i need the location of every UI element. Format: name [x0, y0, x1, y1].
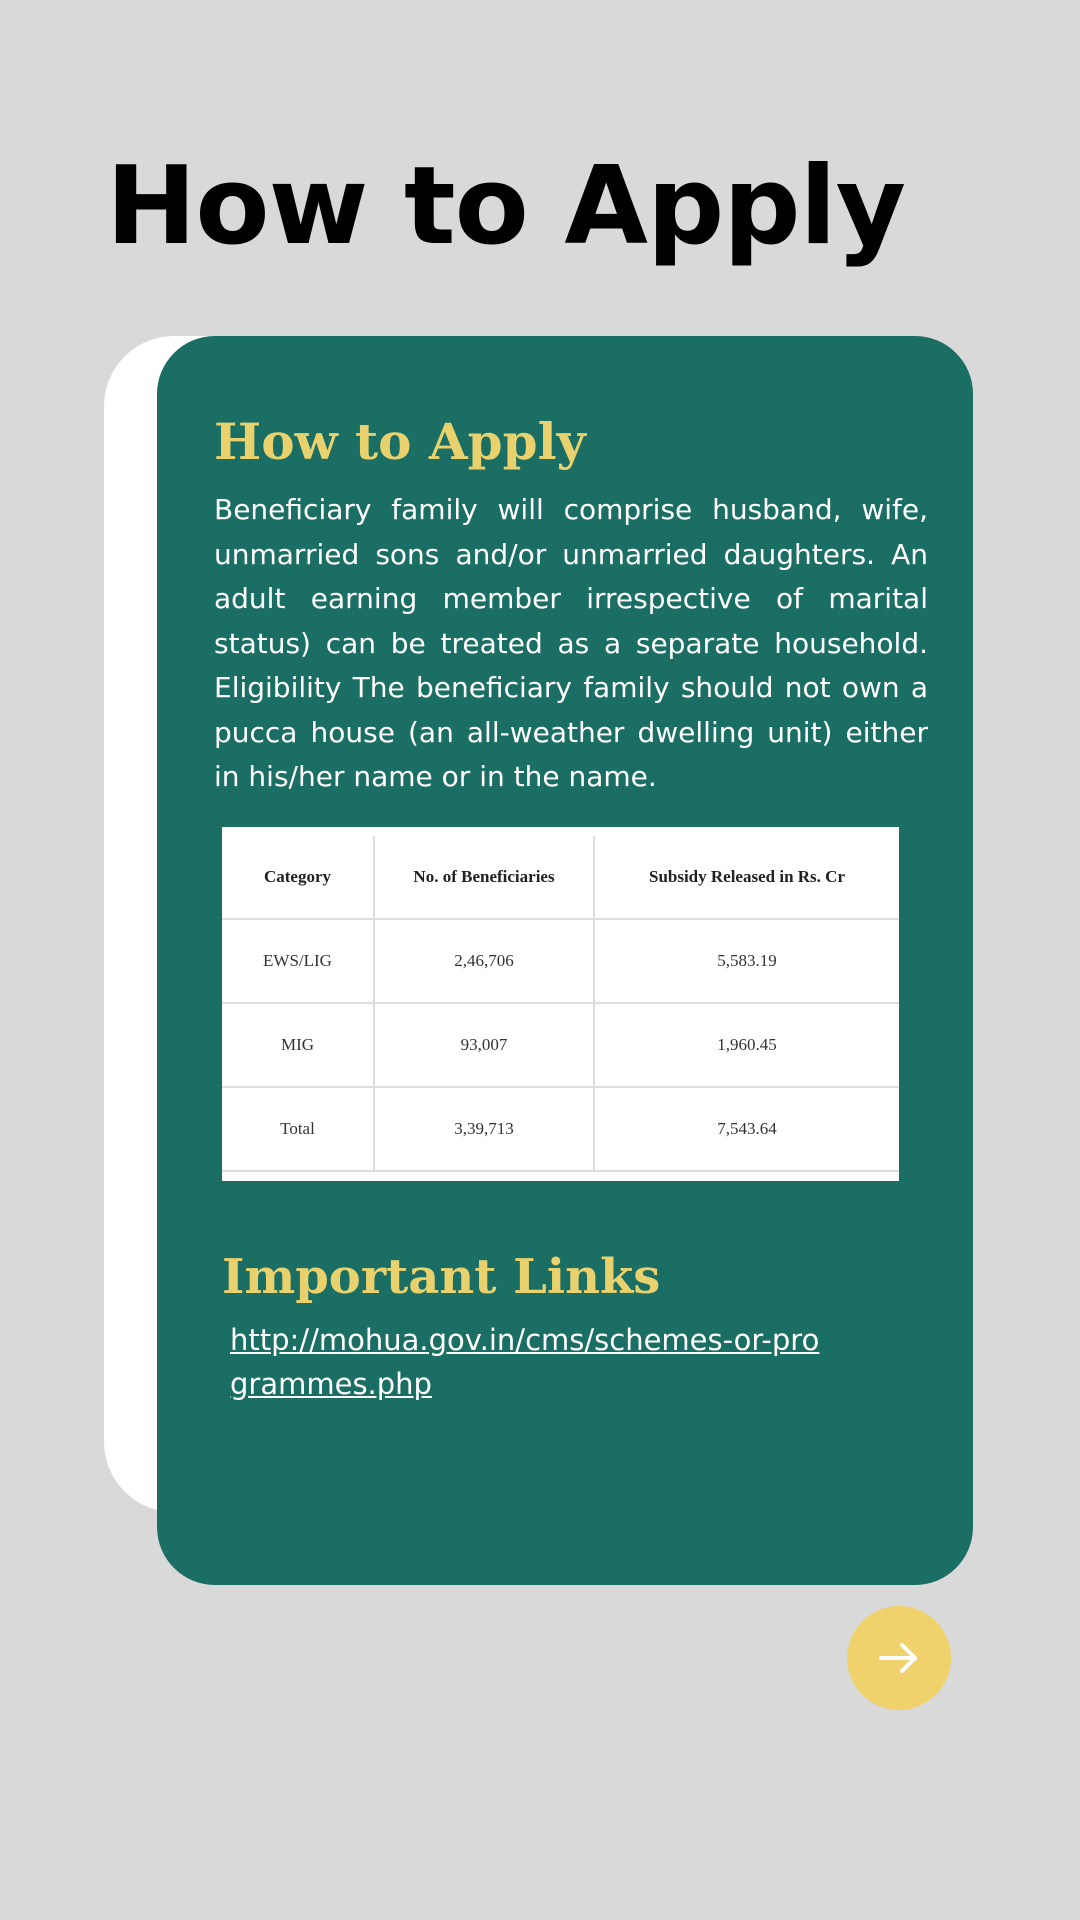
- card-description: Beneficiary family will comprise husband, wife, unmarried sons and/or unmarried daughters. An adult earning member irrespective of marital status) can be treated as a separate household. Eligibility The beneficiary family should not own a pucca house (an all-weather dwelling unit) either in his/her name or in the name.: [214, 493, 928, 793]
- page-title: How to Apply: [106, 144, 906, 269]
- table-row: [222, 1003, 899, 1087]
- table-header-beneficiaries: No. of Beneficiaries: [374, 836, 594, 919]
- table-cell-beneficiaries: 2,46,706: [374, 919, 594, 1003]
- table-cell-category: Total: [222, 1087, 374, 1171]
- table-row: [222, 1087, 899, 1171]
- card-heading: How to Apply: [214, 412, 586, 471]
- next-button[interactable]: [847, 1606, 951, 1710]
- table-cell-subsidy: 1,960.45: [594, 1003, 899, 1087]
- table-cell-category: MIG: [222, 1003, 374, 1087]
- table-cell-subsidy: 5,583.19: [594, 919, 899, 1003]
- table-header-subsidy: Subsidy Released in Rs. Cr: [594, 836, 899, 919]
- table-header-category: Category: [222, 836, 374, 919]
- info-card: [157, 336, 973, 1585]
- beneficiaries-table: [222, 827, 899, 1181]
- table-header-row: [222, 836, 899, 919]
- scheme-link[interactable]: http://mohua.gov.in/cms/schemes-or-programmes.php: [230, 1323, 820, 1401]
- table-cell-beneficiaries: 93,007: [374, 1003, 594, 1087]
- table-row: [222, 919, 899, 1003]
- table-cell-subsidy: 7,543.64: [594, 1087, 899, 1171]
- table-cell-category: EWS/LIG: [222, 919, 374, 1003]
- table-cell-beneficiaries: 3,39,713: [374, 1087, 594, 1171]
- important-links-heading: Important Links: [222, 1249, 661, 1305]
- arrow-right-icon: [877, 1636, 921, 1680]
